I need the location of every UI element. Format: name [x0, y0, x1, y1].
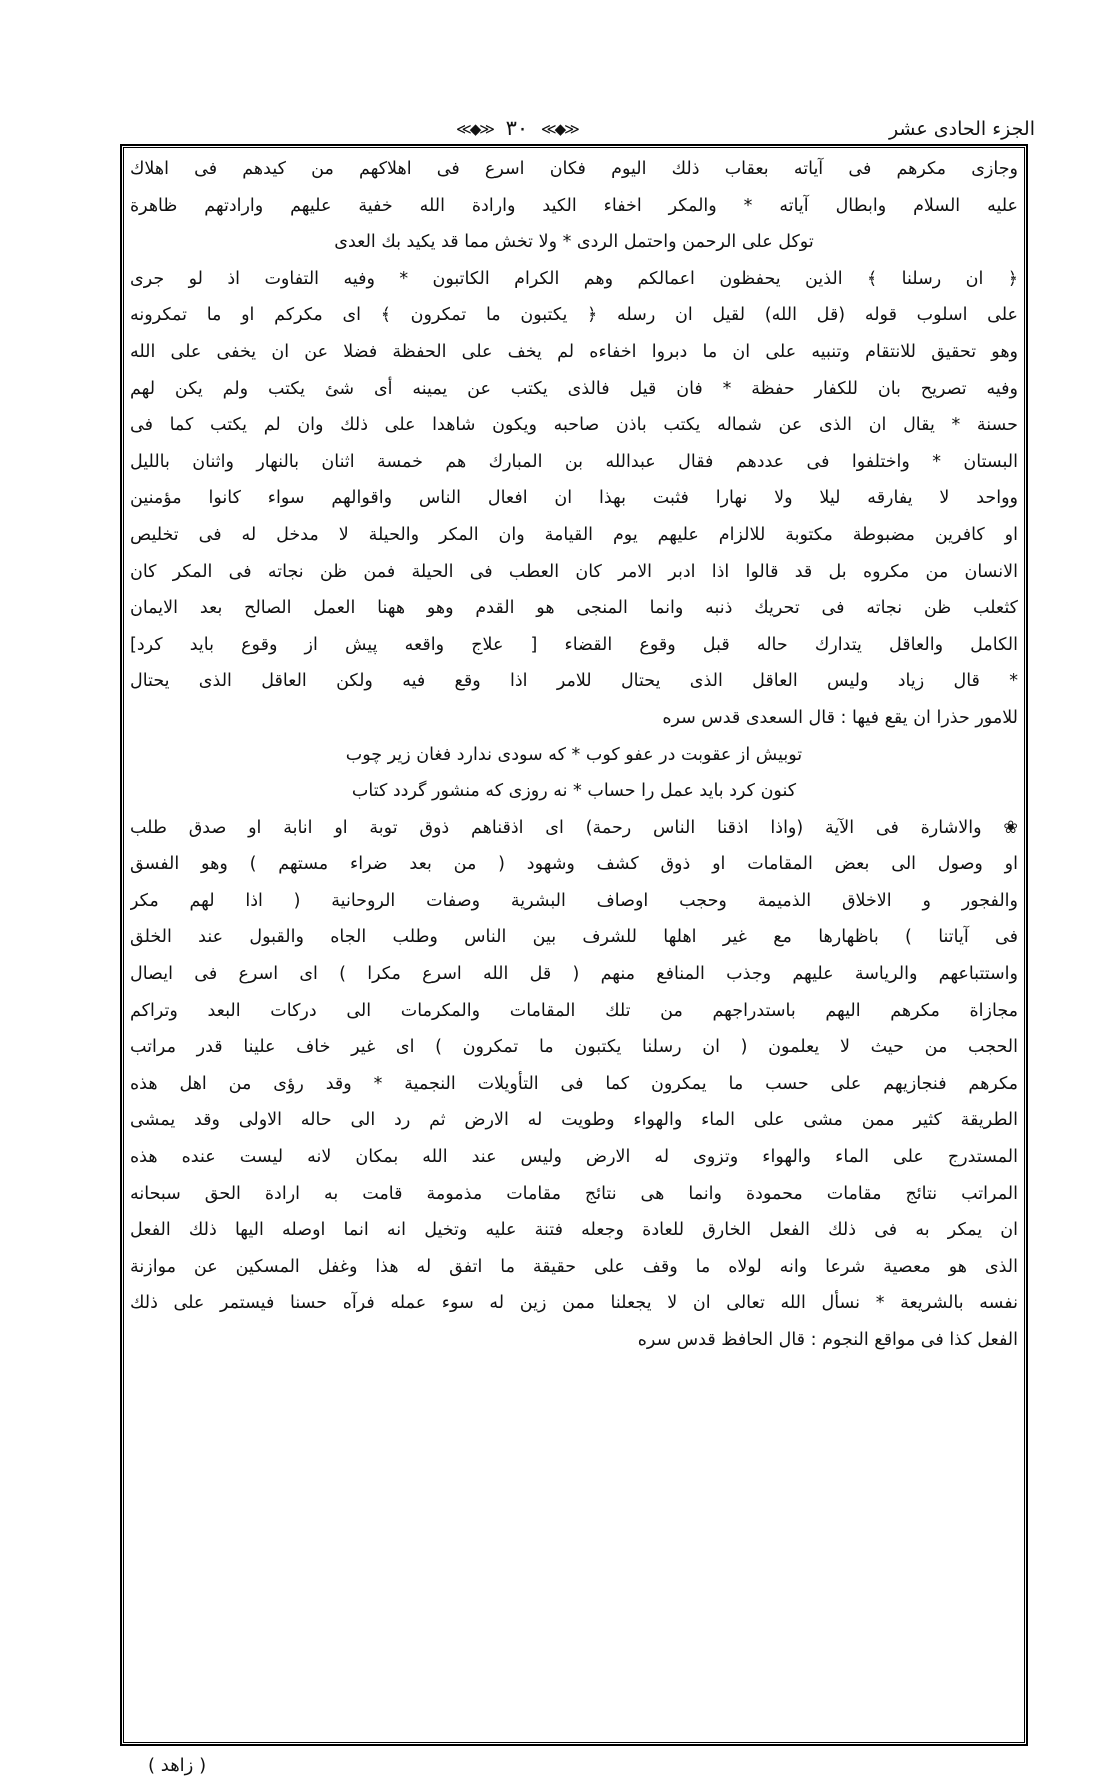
right-ornament-icon: ≪◆≫	[456, 120, 493, 138]
text-line: وجازى مكرهم فى آياته بعقاب ذلك اليوم فكان اسرع فى اهلاكهم من كيدهم فى اهلاك	[130, 159, 1018, 179]
page-number-group	[450, 116, 584, 140]
text-line: ❀ والاشارة فى الآية (واذا اذقنا الناس رحمة) اى اذقناهم ذوق توبة او انابة او صدق طلب	[130, 817, 1018, 838]
text-line: حسنة * يقال ان الذى عن شماله يكتب باذن صاحبه ويكون شاهدا على ذلك وان لم يكتب كما فى	[130, 415, 1018, 436]
text-line: فى آياتنا ) باظهارها مع غير اهلها للشرف بين الناس وطلب الجاه والقبول عند الخلق	[130, 927, 1018, 948]
text-line: الفعل كذا فى مواقع النجوم : قال الحافظ قدس سره	[637, 1330, 1018, 1350]
text-line: عليه السلام وابطال آياته * والمكر اخفاء الكيد وارادة الله خفية عليهم وارادتهم ظاهرة	[130, 195, 1018, 216]
text-line: وواحد لا يفارقه ليلا ولا نهارا فثبت بهذا ان افعال الناس واقوالهم سواء كانوا مؤمنين	[130, 488, 1018, 509]
page-number: ٣٠	[505, 116, 529, 140]
text-line: الطريقة كثير ممن مشى على الماء والهواء وطويت له الارض ثم رد الى حاله الاولى وقد يمشى	[130, 1110, 1018, 1131]
catchword: ( زاهد )	[148, 1755, 207, 1776]
text-line: ان يمكر به فى ذلك الفعل الخارق للعادة وجعله فتنة عليه وتخيل انه انما اوصله اليها ذلك الفعل	[130, 1220, 1018, 1241]
text-line: المستدرج على الماء والهواء وتزوى له الارض وليس عند الله بمكان لانه ليست عنده هذه	[130, 1147, 1018, 1168]
text-line: مجازاة مكرهم اليهم باستدراجهم من تلك المقامات والمكرمات الى دركات البعد وتراكم	[130, 1000, 1018, 1021]
text-line: واستتباعهم والرياسة عليهم وجذب المنافع منهم ( قل الله اسرع مكرا ) اى اسرع فى ايصال	[130, 964, 1018, 985]
text-line: وهو تحقيق للانتقام وتنبيه على ان ما دبروا اخفاءه لم يخف على الحفظة فضلا عن ان يخفى على الله	[130, 341, 1018, 362]
text-line: ﴿ ان رسلنا ﴾ الذين يحفظون اعمالكم وهم الكرام الكاتبون * وفيه التفاوت اذ لو جرى	[130, 268, 1018, 289]
text-line: كثعلب ظن نجاته فى تحريك ذنبه وانما المنجى هو القدم وهو ههنا العمل الصالح بعد الايمان	[130, 598, 1018, 619]
text-line: وفيه تصريح بان للكفار حفظة * فان قيل فالذى يكتب عن يمينه أى شئ يكتب ولم يكن لهم	[130, 378, 1018, 399]
text-line: او وصول الى بعض المقامات او ذوق كشف وشهود ( من بعد ضراء مستهم ) وهو الفسق	[130, 854, 1018, 875]
left-ornament-icon: ≪◆≫	[540, 120, 578, 138]
text-line: الكامل والعاقل يتدارك حاله قبل وقوع القضاء [ علاج واقعه پيش از وقوع بايد كرد]	[130, 634, 1018, 655]
verse-line: توبيش از عقوبت در عفو كوب * كه سودى ندارد فغان زير چوب	[345, 744, 803, 765]
text-line: والفجور و الاخلاق الذميمة وحجب اوصاف البشرية وصفات الروحانية ( اذا لهم مكر	[130, 890, 1018, 911]
text-line: على اسلوب قوله (قل الله) لقيل ان رسله ﴿ يكتبون ما تمكرون ﴾ اى مكركم او ما تمكرونه	[130, 305, 1018, 326]
text-line: المراتب نتائج مقامات محمودة وانما هى نتائج مقامات مذمومة قامت به ارادة الحق سبحانه	[130, 1183, 1018, 1204]
text-line: * قال زياد وليس العاقل الذى يحتال للامر اذا وقع فيه ولكن العاقل الذى يحتال	[130, 671, 1018, 692]
juz-title: الجزء الحادى عشر	[888, 118, 1035, 140]
verse-line: كنون كرد بايد عمل را حساب * نه روزى كه منشور گردد كتاب	[351, 781, 797, 802]
body-text	[130, 151, 1018, 1359]
verse-line: توكل على الرحمن واحتمل الردى * ولا تخش مما قد يكيد بك العدى	[334, 232, 814, 253]
text-line: البستان * واختلفوا فى عددهم فقال عبدالله بن المبارك هم خمسة اثنان بالنهار واثنان بالليل	[130, 451, 1018, 472]
text-line: الانسان من مكروه بل قد قالوا اذا ادبر الامر كان العطب فى الحيلة فمن ظن نجاته فى المكر كان	[130, 561, 1018, 582]
text-line: مكرهم فنجازيهم على حسب ما يمكرون كما فى التأويلات النجمية * وقد رؤى من اهل هذه	[130, 1073, 1018, 1094]
text-line: الذى هو معصية شرعا وانه لولاه ما وقف على حقيقة ما اتفق له هذا وغفل المسكين عن موازنة	[130, 1256, 1018, 1277]
text-line: نفسه بالشريعة * نسأل الله تعالى ان لا يجعلنا ممن زين له سوء عمله فرآه حسنا فيستمر على ذلك	[130, 1293, 1018, 1314]
text-line: او كافرين مضبوطة مكتوبة للالزام عليهم يوم القيامة وان المكر والحيلة لا مدخل له فى تخليص	[130, 524, 1018, 545]
text-line: الحجب من حيث لا يعلمون ( ان رسلنا يكتبون ما تمكرون ) اى غير خاف علينا قدر مراتب	[130, 1037, 1018, 1058]
text-line: للامور حذرا ان يقع فيها : قال السعدى قدس سره	[662, 707, 1018, 728]
